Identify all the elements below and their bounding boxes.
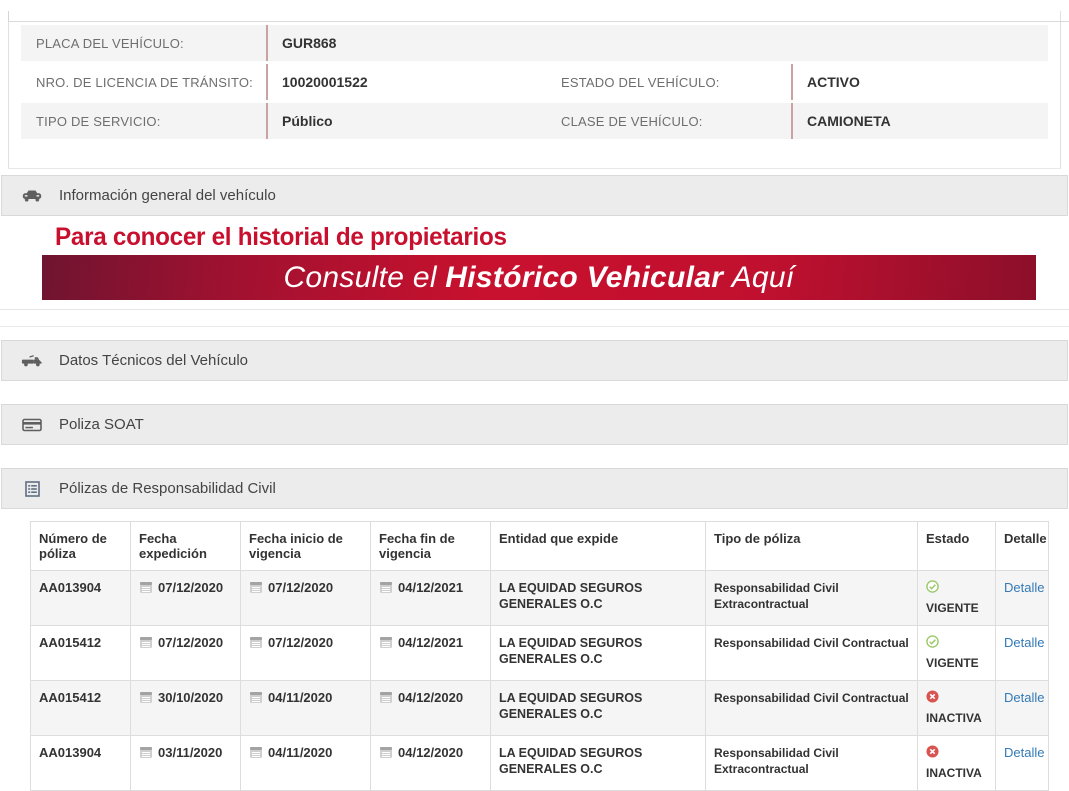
fecha-fin-cell: 04/12/2020 [371,681,491,736]
detalle-cell [996,736,1049,791]
fecha-expedicion-cell: 07/12/2020 [131,571,241,626]
table-row [31,736,1049,791]
poliza-number: AA013904 [31,571,131,626]
fecha-expedicion-cell: 03/11/2020 [131,736,241,791]
poliza-number: AA013904 [31,736,131,791]
estado-vehiculo-label: ESTADO DEL VEHÍCULO: [561,74,720,90]
detalle-cell [996,681,1049,736]
tipo-poliza-cell: Responsabilidad Civil Contractual [706,681,918,736]
fecha-fin-cell: 04/12/2021 [371,571,491,626]
estado-cell [918,681,996,736]
x-circle-icon [926,690,939,703]
calendar-icon [139,690,153,708]
accordion-datos-tecnicos[interactable] [1,340,1068,381]
tipo-poliza-cell: Responsabilidad Civil Contractual [706,626,918,681]
calendar-icon [249,580,263,598]
col-fecha-inicio: Fecha inicio de vigencia [241,522,371,571]
polizas-table-container [30,521,1047,791]
calendar-icon [379,745,393,763]
table-row [31,626,1049,681]
estado-cell [918,571,996,626]
placa-value: GUR868 [266,25,1048,61]
estado-cell [918,626,996,681]
estado-text: VIGENTE [926,601,979,615]
detalle-link[interactable]: Detalle [1004,745,1045,760]
tipo-poliza-cell: Responsabilidad Civil Extracontractual [706,736,918,791]
calendar-icon [139,580,153,598]
estado-text: INACTIVA [926,766,982,780]
licencia-value: 10020001522 [266,64,546,100]
calendar-icon [379,635,393,653]
historico-banner [0,216,1069,310]
fecha-expedicion-cell: 07/12/2020 [131,626,241,681]
accordion-polizas-rc-label: Pólizas de Responsabilidad Civil [59,480,276,497]
table-row [31,571,1049,626]
accordion-poliza-soat[interactable] [1,404,1068,445]
entidad-cell: LA EQUIDAD SEGUROS GENERALES O.C [491,626,706,681]
fecha-expedicion-cell: 30/10/2020 [131,681,241,736]
ribbon-text-prefix: Consulte el [283,260,437,294]
col-estado: Estado [918,522,996,571]
detalle-cell [996,626,1049,681]
ribbon-text-bold: Histórico Vehicular [445,260,724,294]
entidad-cell: LA EQUIDAD SEGUROS GENERALES O.C [491,736,706,791]
calendar-icon [249,745,263,763]
check-circle-icon [926,635,939,648]
summary-row-licencia [21,64,1048,100]
poliza-number: AA015412 [31,681,131,736]
historico-vehicular-ribbon-link[interactable] [42,255,1036,300]
check-circle-icon [926,580,939,593]
ribbon-text-suffix: Aquí [731,260,795,294]
estado-text: INACTIVA [926,711,982,725]
detalle-link[interactable]: Detalle [1004,635,1045,650]
col-entidad: Entidad que expide [491,522,706,571]
truck-icon [20,354,44,367]
col-fecha-expedicion: Fecha expedición [131,522,241,571]
accordion-poliza-soat-label: Poliza SOAT [59,416,144,433]
table-header-row [31,522,1049,571]
summary-row-servicio [21,103,1048,139]
calendar-icon [249,635,263,653]
list-icon [20,481,44,497]
licencia-label: NRO. DE LICENCIA DE TRÁNSITO: [36,74,253,90]
fecha-inicio-cell: 07/12/2020 [241,626,371,681]
clase-vehiculo-label: CLASE DE VEHÍCULO: [561,113,703,129]
accordion-info-general[interactable] [1,175,1068,216]
polizas-table-body [31,571,1049,791]
estado-cell [918,736,996,791]
detalle-link[interactable]: Detalle [1004,690,1045,705]
calendar-icon [379,580,393,598]
entidad-cell: LA EQUIDAD SEGUROS GENERALES O.C [491,571,706,626]
table-row [31,681,1049,736]
card-icon [20,418,44,432]
fecha-inicio-cell: 04/11/2020 [241,736,371,791]
x-circle-icon [926,745,939,758]
estado-vehiculo-value: ACTIVO [791,64,1048,100]
tipo-poliza-cell: Responsabilidad Civil Extracontractual [706,571,918,626]
fecha-fin-cell: 04/12/2021 [371,626,491,681]
estado-text: VIGENTE [926,656,979,670]
vehicle-summary-panel [8,11,1061,169]
tipo-servicio-label: TIPO DE SERVICIO: [36,113,161,129]
fecha-inicio-cell: 07/12/2020 [241,571,371,626]
placa-label: PLACA DEL VEHÍCULO: [36,35,184,51]
detalle-cell [996,571,1049,626]
col-tipo-poliza: Tipo de póliza [706,522,918,571]
section-divider [0,310,1069,327]
col-fecha-fin: Fecha fin de vigencia [371,522,491,571]
col-detalle: Detalle [996,522,1049,571]
calendar-icon [249,690,263,708]
fecha-inicio-cell: 04/11/2020 [241,681,371,736]
calendar-icon [139,635,153,653]
car-icon [20,189,44,202]
col-numero-poliza: Número de póliza [31,522,131,571]
banner-title: Para conocer el historial de propietarios [55,223,507,251]
polizas-table [30,521,1049,791]
fecha-fin-cell: 04/12/2020 [371,736,491,791]
entidad-cell: LA EQUIDAD SEGUROS GENERALES O.C [491,681,706,736]
clase-vehiculo-value: CAMIONETA [791,103,1048,139]
panel-top-border [8,21,1069,22]
accordion-polizas-rc[interactable] [1,468,1068,509]
accordion-info-general-label: Información general del vehículo [59,187,276,204]
poliza-number: AA015412 [31,626,131,681]
detalle-link[interactable]: Detalle [1004,580,1045,595]
calendar-icon [139,745,153,763]
accordion-datos-tecnicos-label: Datos Técnicos del Vehículo [59,352,249,369]
tipo-servicio-value: Público [266,103,546,139]
summary-row-placa [21,25,1048,61]
calendar-icon [379,690,393,708]
